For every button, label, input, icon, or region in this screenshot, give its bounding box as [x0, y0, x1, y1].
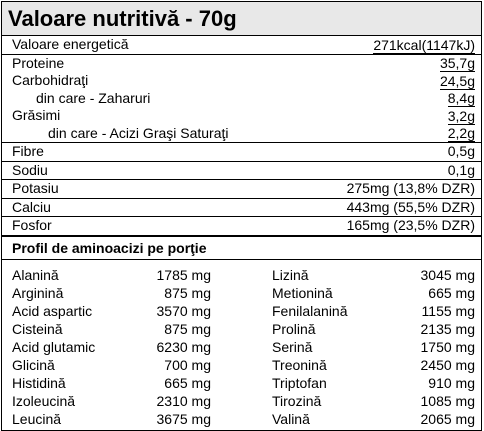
nutrient-row	[2, 90, 481, 108]
nutrient-row	[2, 107, 481, 125]
amino-row	[2, 410, 481, 428]
amino-name: Histidină	[12, 374, 66, 391]
panel-title: Valoare nutritivă - 70g	[2, 2, 481, 36]
nutrient-value: 0,5g	[447, 143, 475, 159]
nutrient-row	[2, 125, 481, 143]
nutrient-value: 165mg (23,5% DZR)	[346, 217, 475, 233]
amino-name: Alanină	[12, 266, 59, 283]
nutrient-row	[2, 161, 481, 180]
amino-name: Metionină	[272, 284, 333, 301]
amino-name: Tirozină	[272, 392, 322, 409]
amino-value: 3675 mg	[156, 410, 211, 427]
amino-name: Triptofan	[272, 374, 327, 391]
nutrition-panel	[1, 1, 482, 431]
amino-value: 1750 mg	[420, 338, 475, 355]
nutrient-name: Proteine	[12, 54, 65, 71]
nutrient-name: Carbohidraţi	[12, 72, 89, 88]
amino-name: Prolină	[272, 320, 316, 337]
amino-value: 700 mg	[164, 356, 211, 373]
amino-section-title: Profil de aminoacizi pe porţie	[2, 235, 481, 260]
nutrient-row	[2, 198, 481, 217]
nutrient-row	[2, 72, 481, 90]
amino-value: 3570 mg	[156, 302, 211, 319]
amino-value: 2450 mg	[420, 356, 475, 373]
nutrient-row	[2, 54, 481, 73]
nutrient-value: 3,2g	[447, 107, 475, 124]
nutrient-table	[2, 36, 481, 235]
nutrient-value: 0,1g	[447, 161, 475, 178]
amino-row	[2, 338, 481, 356]
nutrient-value: 8,4g	[447, 90, 475, 106]
nutrient-value: 35,7g	[439, 55, 475, 71]
amino-row	[2, 302, 481, 320]
amino-value: 2135 mg	[420, 320, 475, 337]
amino-row	[2, 356, 481, 374]
nutrient-value: 2,2g	[447, 125, 475, 141]
amino-value: 2065 mg	[420, 410, 475, 427]
amino-row	[2, 284, 481, 302]
amino-name: Serină	[272, 338, 313, 355]
nutrient-name: Valoare energetică	[12, 36, 129, 52]
nutrient-row	[2, 36, 481, 54]
nutrient-name: Fosfor	[12, 217, 52, 233]
amino-value: 875 mg	[164, 284, 211, 301]
amino-value: 6230 mg	[156, 338, 211, 355]
amino-value: 1085 mg	[420, 392, 475, 409]
nutrient-name: din care - Acizi Graşi Saturaţi	[48, 124, 229, 141]
amino-row	[2, 374, 481, 392]
nutrient-value: 275mg (13,8% DZR)	[346, 180, 475, 196]
nutrient-name: Potasiu	[12, 180, 59, 196]
nutrient-name: Fibre	[12, 143, 44, 159]
nutrient-name: Sodiu	[12, 161, 48, 178]
nutrient-name: Calciu	[12, 198, 51, 215]
amino-row	[2, 320, 481, 338]
nutrient-name: din care - Zaharuri	[36, 89, 151, 106]
amino-name: Leucină	[12, 410, 62, 427]
nutrient-row	[2, 179, 481, 198]
amino-name: Glicină	[12, 356, 55, 373]
nutrient-value: 271kcal(1147kJ)	[373, 36, 475, 53]
amino-value: 1155 mg	[421, 302, 475, 319]
nutrient-row	[2, 216, 481, 235]
amino-name: Valină	[272, 410, 310, 427]
amino-name: Treonină	[272, 356, 327, 373]
amino-value: 875 mg	[164, 320, 211, 337]
amino-name: Fenilalanină	[272, 302, 348, 319]
amino-value: 3045 mg	[420, 266, 475, 283]
nutrient-name: Grăsimi	[12, 107, 61, 123]
amino-value: 1785 mg	[156, 266, 211, 283]
amino-name: Acid aspartic	[12, 302, 93, 319]
amino-name: Lizină	[272, 266, 309, 283]
amino-value: 2310 mg	[156, 392, 211, 409]
amino-row	[2, 392, 481, 410]
nutrient-value: 24,5g	[439, 72, 475, 89]
amino-name: Acid glutamic	[12, 338, 96, 355]
amino-name: Arginină	[12, 284, 64, 301]
amino-name: Cisteină	[12, 320, 63, 337]
amino-value: 665 mg	[428, 284, 475, 301]
nutrient-row	[2, 142, 481, 161]
amino-value: 910 mg	[428, 374, 475, 391]
amino-table	[2, 260, 481, 428]
nutrient-value: 443mg (55,5% DZR)	[346, 198, 475, 215]
amino-row	[2, 266, 481, 284]
amino-value: 665 mg	[164, 374, 211, 391]
amino-name: Izoleucină	[12, 392, 76, 409]
